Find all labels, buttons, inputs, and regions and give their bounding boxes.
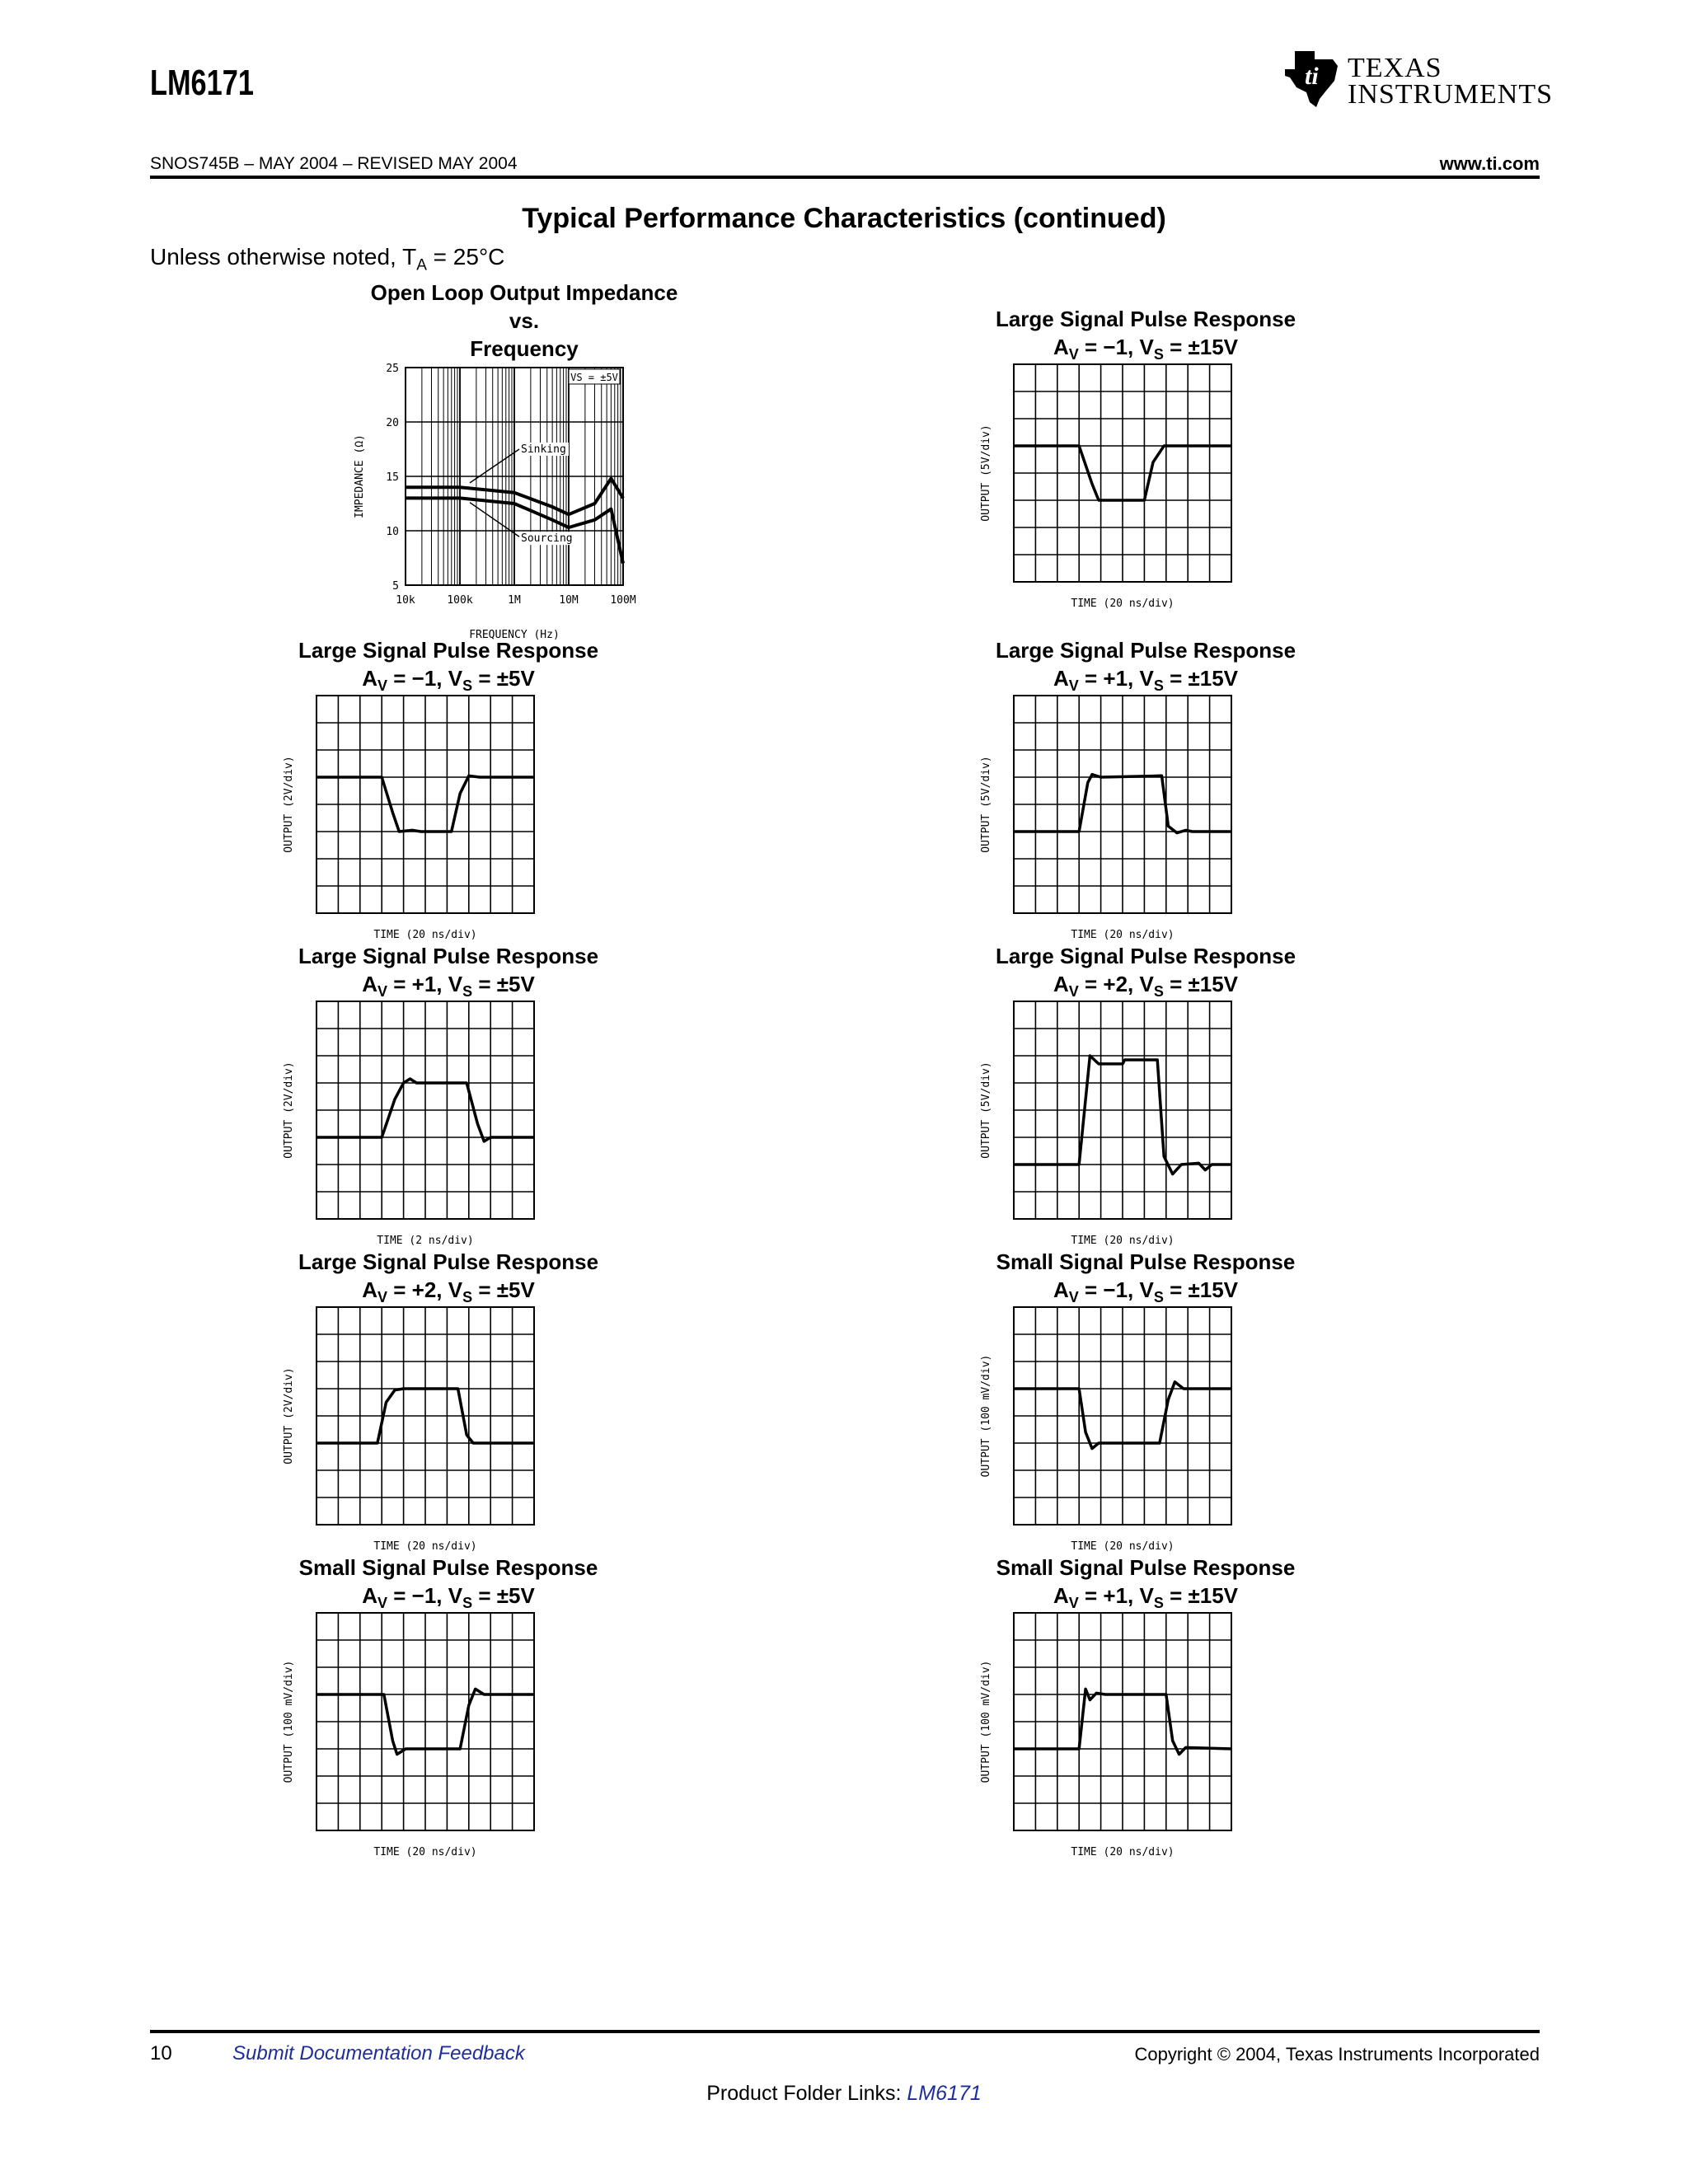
impedance-chart [330, 354, 676, 643]
pulse-chart-title-line: Large Signal Pulse Response [995, 944, 1296, 968]
y-tick-label: 10 [386, 526, 399, 538]
pulse-xlabel: TIME (20 ns/div) [373, 1846, 477, 1858]
ti-logo [1283, 48, 1554, 112]
section-title: Typical Performance Characteristics (continued) [522, 203, 1166, 234]
pulse-chart-plot [940, 1610, 1203, 1873]
pulse-grid [316, 1001, 534, 1219]
doc-id: SNOS745B – MAY 2004 – REVISED MAY 2004 [150, 154, 518, 173]
pulse-chart-condition: $A_V = -1$, $V_S = \pm 5V$ [362, 666, 535, 695]
pulse-xlabel: TIME (20 ns/div) [1071, 1235, 1175, 1247]
part-number: LM6171 [150, 63, 254, 103]
page-number: 10 [150, 2042, 172, 2064]
pulse-xlabel: TIME (20 ns/div) [373, 1540, 477, 1553]
impedance-ylabel: IMPEDANCE (Ω) [354, 434, 366, 518]
pulse-ylabel: OUTPUT (100 mV/div) [283, 1660, 295, 1783]
header-rule [150, 176, 1540, 179]
pulse-chart-title [898, 636, 1393, 700]
feedback-link[interactable]: Submit Documentation Feedback [232, 2042, 525, 2064]
x-tick-label: 1M [508, 594, 521, 607]
pulse-grid [1014, 1613, 1231, 1830]
pulse-ylabel: OUTPUT (100 mV/div) [980, 1354, 992, 1478]
pulse-xlabel: TIME (20 ns/div) [1071, 1540, 1175, 1553]
impedance-chart-title: Open Loop Output Impedance vs. Frequency [370, 280, 678, 361]
pulse-ylabel: OUTPUT (2V/div) [283, 1062, 295, 1159]
impedance-condition: VS = ±5V [570, 372, 618, 383]
pulse-chart-title [201, 1248, 696, 1311]
x-tick-label: 10M [559, 594, 579, 607]
pulse-chart-plot [242, 998, 506, 1262]
pulse-xlabel: TIME (20 ns/div) [1071, 1846, 1175, 1858]
brand-line-1: TEXAS [1348, 53, 1442, 83]
conditions-note: Unless otherwise noted, $T_A = 25^\circ C$ [150, 244, 505, 274]
pulse-ylabel: OUTPUT (2V/div) [283, 1367, 295, 1465]
ti-state-icon [1283, 48, 1343, 109]
sourcing-label: Sourcing [521, 532, 573, 546]
pulse-ylabel: OUTPUT (100 mV/div) [980, 1660, 992, 1783]
pulse-chart-title-line: Large Signal Pulse Response [298, 638, 599, 663]
pulse-ylabel: OUTPUT (5V/div) [980, 1062, 992, 1159]
y-tick-label: 5 [392, 580, 399, 593]
pulse-chart-title-line: Large Signal Pulse Response [995, 638, 1296, 663]
pulse-chart-plot [940, 361, 1203, 625]
x-tick-label: 10k [396, 594, 415, 607]
y-tick-label: 15 [386, 471, 399, 484]
pulse-chart-title [201, 636, 696, 700]
pulse-chart-title [898, 305, 1393, 368]
pulse-chart-title [898, 1248, 1393, 1311]
impedance-xlabel: FREQUENCY (Hz) [469, 629, 560, 641]
pulse-chart-title-line: Large Signal Pulse Response [298, 1249, 599, 1274]
pulse-chart-plot [242, 1610, 506, 1873]
pulse-chart-title-line: Large Signal Pulse Response [995, 307, 1296, 331]
pulse-chart-title [201, 942, 696, 1005]
pulse-chart-condition: $A_V = +2$, $V_S = \pm 15V$ [1053, 972, 1239, 1001]
product-folder-links: Product Folder Links: LM6171 [706, 2082, 982, 2105]
x-tick-label: 100k [447, 594, 473, 607]
pulse-grid [1014, 1307, 1231, 1525]
pulse-chart-title-line: Small Signal Pulse Response [996, 1249, 1296, 1274]
pulse-chart-plot [940, 1304, 1203, 1568]
pulse-chart-condition: $A_V = +2$, $V_S = \pm 5V$ [362, 1277, 535, 1306]
pulse-chart-plot [242, 1304, 506, 1568]
pulse-chart-title-line: Small Signal Pulse Response [298, 1555, 598, 1580]
pulse-chart-condition: $A_V = +1$, $V_S = \pm 15V$ [1053, 666, 1239, 695]
pulse-chart-condition: $A_V = -1$, $V_S = \pm 15V$ [1053, 335, 1239, 363]
pulse-chart-plot [940, 998, 1203, 1262]
product-folder-link[interactable]: LM6171 [907, 2082, 982, 2105]
sinking-label: Sinking [521, 443, 566, 456]
pulse-chart-condition: $A_V = -1$, $V_S = \pm 5V$ [362, 1583, 535, 1612]
y-tick-label: 20 [386, 417, 399, 429]
pulse-grid [316, 1613, 534, 1830]
svg-text:ti: ti [1305, 63, 1319, 90]
pulse-chart-title-line: Small Signal Pulse Response [996, 1555, 1296, 1580]
pulse-chart-title [898, 942, 1393, 1005]
pulse-chart-condition: $A_V = +1$, $V_S = \pm 15V$ [1053, 1583, 1239, 1612]
pulse-grid [1014, 696, 1231, 913]
pulse-xlabel: TIME (20 ns/div) [1071, 929, 1175, 941]
website-link[interactable]: www.ti.com [1439, 153, 1540, 174]
pulse-chart-condition: $A_V = -1$, $V_S = \pm 15V$ [1053, 1277, 1239, 1306]
pulse-ylabel: OUTPUT (2V/div) [283, 756, 295, 853]
copyright: Copyright © 2004, Texas Instruments Incorporated [1134, 2044, 1540, 2064]
pulse-grid [1014, 364, 1231, 582]
brand-line-2: INSTRUMENTS [1348, 79, 1554, 110]
pulse-chart-title [898, 1554, 1393, 1617]
impedance-grid [406, 368, 623, 585]
pulse-grid [316, 696, 534, 913]
pulse-xlabel: TIME (20 ns/div) [373, 929, 477, 941]
pulse-chart-condition: $A_V = +1$, $V_S = \pm 5V$ [362, 972, 535, 1001]
x-tick-label: 100M [610, 594, 636, 607]
footer-rule [150, 2030, 1540, 2033]
pulse-grid [316, 1307, 534, 1525]
pulse-chart-plot [242, 692, 506, 956]
pulse-xlabel: TIME (2 ns/div) [377, 1235, 474, 1247]
pulse-xlabel: TIME (20 ns/div) [1071, 598, 1175, 610]
pulse-grid [1014, 1001, 1231, 1219]
y-tick-label: 25 [386, 363, 399, 375]
pulse-ylabel: OUTPUT (5V/div) [980, 424, 992, 522]
pulse-chart-title-line: Large Signal Pulse Response [298, 944, 599, 968]
pulse-chart-plot [940, 692, 1203, 956]
pulse-chart-title [201, 1554, 696, 1617]
pulse-ylabel: OUTPUT (5V/div) [980, 756, 992, 853]
